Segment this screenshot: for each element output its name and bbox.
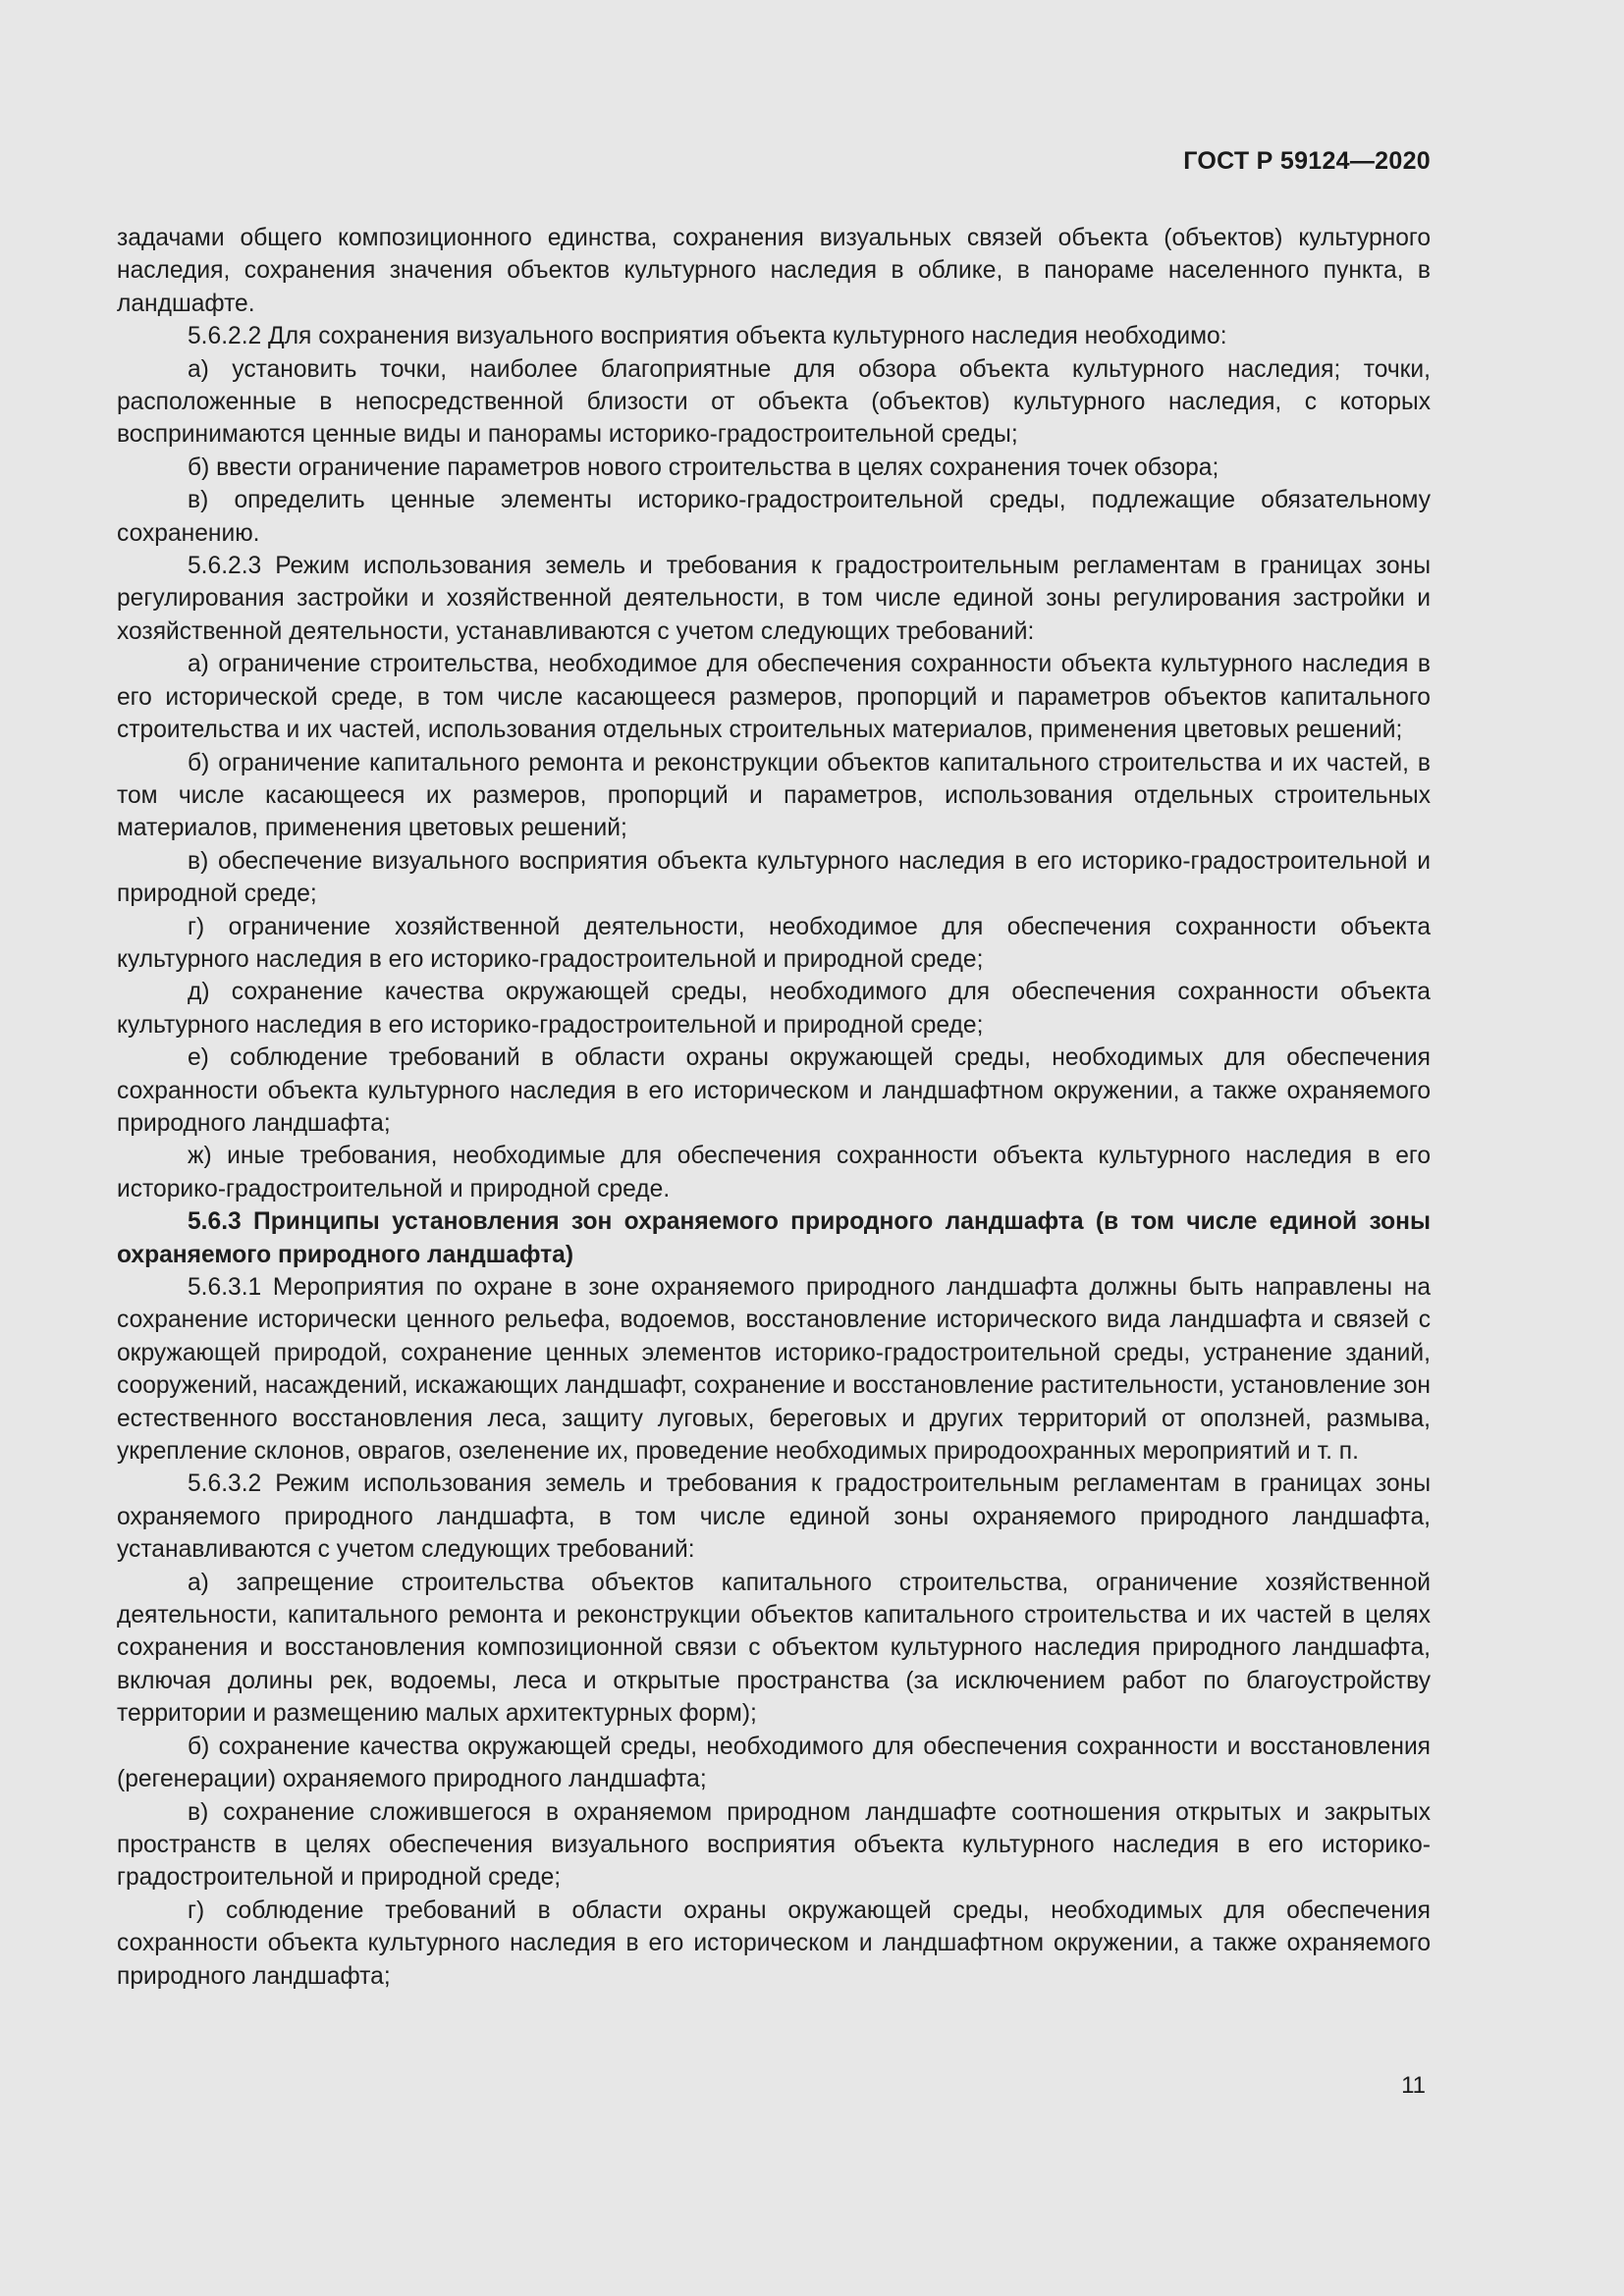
list-item: д) сохранение качества окружающей среды, необходимого для обеспечения сохранности объекта культурного наследия в его историко-градостроительной и природной среде; — [117, 979, 1431, 1039]
paragraph: 5.6.2.2 Для сохранения визуального восприятия объекта культурного наследия необходимо: — [188, 323, 1227, 350]
list-item: ж) иные требования, необходимые для обеспечения сохранности объекта культурного наследия в его историко-градостроительной и природной среде. — [117, 1143, 1431, 1202]
paragraph: задачами общего композиционного единства, сохранения визуальных связей объекта (объектов) культурного наследия, сохранения значения объектов культурного наследия в облике, в панораме населенного пункта, в ландшафте. — [117, 225, 1431, 317]
list-item: а) установить точки, наиболее благоприятные для обзора объекта культурного наследия; точки, расположенные в непосредственной близости от объекта (объектов) культурного наследия, с которых воспринимаются ценные виды и панорамы историко-градостроительной среды; — [117, 355, 1431, 449]
list-item: в) обеспечение визуального восприятия объекта культурного наследия в его историко-градостроительной и природной среде; — [117, 847, 1431, 908]
paragraph: 5.6.3.1 Мероприятия по охране в зоне охраняемого природного ландшафта должны быть направлены на сохранение исторически ценного рельефа, водоемов, восстановление исторического вида ландшафта и связей с окружающей природой, сохранение ценных элементов историко-градостроительной среды, устранение зданий, сооружений, насаждений, искажающих ландшафт, сохранение и восстановление растительности, установление зон естественного восстановления леса, защиту луговых, береговых и других территорий от оползней, размыва, укрепление склонов, оврагов, озеленение их, проведение необходимых природоохранных мероприятий и т. п. — [117, 1274, 1431, 1466]
list-item: б) сохранение качества окружающей среды, необходимого для обеспечения сохранности и восстановления (регенерации) охраняемого природного ландшафта; — [117, 1733, 1431, 1793]
document-code-header: ГОСТ Р 59124—2020 — [1183, 147, 1431, 175]
list-item: а) ограничение строительства, необходимое для обеспечения сохранности объекта культурного наследия в его исторической среде, в том числе касающееся размеров, пропорций и параметров объектов капитального строительства и их частей, использования отдельных строительных материалов, применения цветовых решений; — [117, 651, 1431, 744]
document-body — [117, 222, 1431, 1993]
page-number: 11 — [1401, 2072, 1426, 2099]
list-item: а) запрещение строительства объектов капитального строительства, ограничение хозяйственной деятельности, капитального ремонта и реконструкции объектов капитального строительства и их частей в целях сохранения и восстановления композиционной связи с объектом культурного наследия природного ландшафта, включая долины рек, водоемы, леса и открытые пространства (за исключением работ по благоустройству территории и размещению малых архитектурных форм); — [117, 1569, 1431, 1728]
paragraph: 5.6.2.3 Режим использования земель и требования к градостроительным регламентам в границах зоны регулирования застройки и хозяйственной деятельности, в том числе единой зоны регулирования застройки и хозяйственной деятельности, устанавливаются с учетом следующих требований: — [117, 553, 1431, 645]
list-item: г) ограничение хозяйственной деятельности, необходимое для обеспечения сохранности объекта культурного наследия в его историко-градостроительной и природной среде; — [117, 913, 1431, 973]
section-heading: 5.6.3 Принципы установления зон охраняемого природного ландшафта (в том числе единой зоны охраняемого природного ландшафта) — [117, 1208, 1431, 1268]
paragraph: 5.6.3.2 Режим использования земель и требования к градостроительным регламентам в границах зоны охраняемого природного ландшафта, в том числе единой зоны охраняемого природного ландшафта, устанавливаются с учетом следующих требований: — [117, 1470, 1431, 1564]
list-item: в) сохранение сложившегося в охраняемом природном ландшафте соотношения открытых и закрытых пространств в целях обеспечения визуального восприятия объекта культурного наследия в его историко-градостроительной и природной среде; — [117, 1798, 1431, 1892]
list-item: г) соблюдение требований в области охраны окружающей среды, необходимых для обеспечения сохранности объекта культурного наследия в его историческом и ландшафтном окружении, а также охраняемого природного ландшафта; — [117, 1896, 1431, 1990]
list-item: е) соблюдение требований в области охраны окружающей среды, необходимых для обеспечения сохранности объекта культурного наследия в его историческом и ландшафтном окружении, а также охраняемого природного ландшафта; — [117, 1044, 1431, 1137]
list-item: в) определить ценные элементы историко-градостроительной среды, подлежащие обязательному сохранению. — [117, 487, 1431, 547]
list-item: б) ограничение капитального ремонта и реконструкции объектов капитального строительства и их частей, в том числе касающееся их размеров, пропорций и параметров, использования отдельных строительных материалов, применения цветовых решений; — [117, 749, 1431, 842]
list-item: б) ввести ограничение параметров нового строительства в целях сохранения точек обзора; — [188, 454, 1219, 481]
